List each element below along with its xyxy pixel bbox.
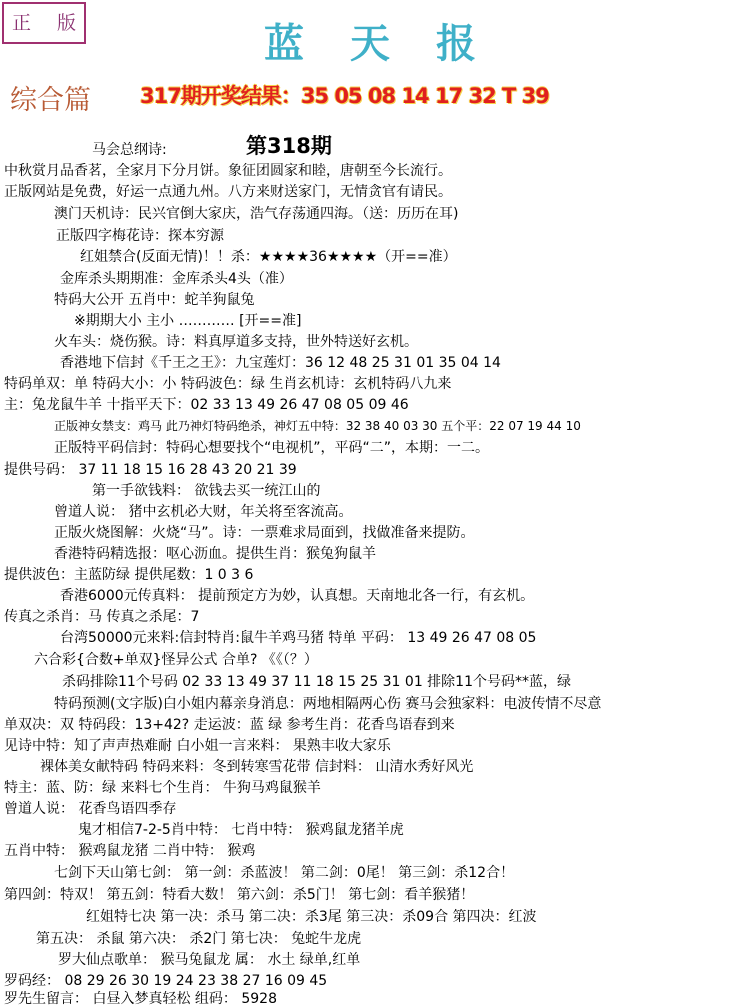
genuine-edition-badge: 正 版: [2, 2, 86, 44]
text-line: 提供号码： 37 11 18 15 16 28 43 20 21 39: [4, 462, 297, 478]
text-line: 中秋赏月品香茗，全家月下分月饼。象征团圆家和睦，唐朝至今长流行。: [4, 163, 452, 179]
text-line: 曾道人说： 猪中玄机必大财，年关将至客流高。: [54, 504, 353, 520]
text-line: 曾道人说： 花香鸟语四季存: [4, 801, 177, 817]
text-line: 杀码排除11个号码 02 33 13 49 37 11 18 15 25 31 01 排除11个号码**蓝，绿: [62, 674, 571, 690]
text-line: 罗大仙点歌单： 猴马兔鼠龙 属： 水土 绿单,红单: [58, 952, 361, 968]
text-line: 香港特码精选报：呕心沥血。提供生肖：猴兔狗鼠羊: [54, 546, 376, 562]
text-line: 香港地下信封《千王之王》：九宝莲灯：36 12 48 25 31 01 35 04 14: [60, 355, 501, 371]
text-line: 火车头：烧伤猴。诗：料真厚道多支持，世外特送好玄机。: [54, 334, 418, 350]
text-line: 六合彩{合数+单双}怪异公式 合单? 《《（？）: [34, 652, 318, 668]
text-line: 金库杀头期期准：金库杀头4头（准）: [60, 271, 293, 287]
text-line: 单双决：双 特码段：13+42? 走运波：蓝 绿 参考生肖：花香鸟语春到来: [4, 717, 455, 733]
text-line: 台湾50000元来料:信封特肖:鼠牛羊鸡马猪 特单 平码： 13 49 26 47 08 05: [60, 630, 537, 646]
text-line: 正版火烧图解：火烧“马”。诗：一票难求局面到，找做准备来提防。: [54, 525, 475, 541]
text-line: 正版特平码信封：特码心想要找个“电视机”，平码“二”，本期：一二。: [54, 440, 490, 456]
text-line: 第一手欲钱料： 欲钱去买一统江山的: [92, 483, 321, 499]
text-line: 正版神女禁支：鸡马 此乃神灯特码绝杀，神灯五中特：32 38 40 03 30 五个平：22 07 19 44 10: [54, 419, 581, 433]
text-line: 特码单双：单 特码大小：小 特码波色：绿 生肖玄机诗：玄机特码八九来: [4, 376, 452, 392]
text-line: 鬼才相信7-2-5肖中特： 七肖中特： 猴鸡鼠龙猪羊虎: [78, 822, 404, 838]
text-line: 罗先生留言： 白昼入梦真轻松 组码： 5928: [4, 991, 277, 1007]
text-line: 裸体美女献特码 特码来料：冬到转寒雪花带 信封料： 山清水秀好风光: [40, 759, 474, 775]
draw-results-banner: 317期开奖结果：35 05 08 14 17 32 T 39: [140, 84, 549, 108]
text-line: 七剑下天山第七剑： 第一剑：杀蓝波！ 第二剑：0尾！ 第三剑：杀12合！: [54, 865, 515, 881]
text-line: ※期期大小 主小 ………… [开==准]: [74, 313, 302, 329]
text-line: 见诗中特：知了声声热难耐 白小姐一言来料： 果熟丰收大家乐: [4, 738, 391, 754]
text-line: 特码预测(文字版)白小姐内幕亲身消息：两地相隔两心伤 赛马会独家料：电波传情不尽意: [54, 696, 602, 712]
text-line: 红姐特七决 第一决：杀马 第二决：杀3尾 第三决：杀09合 第四决：红波: [86, 909, 537, 925]
text-line: 特码大公开 五肖中：蛇羊狗鼠兔: [54, 292, 255, 308]
text-line: 正版网站是免费，好运一点通九州。八方来财送家门，无情贪官有请民。: [4, 184, 452, 200]
text-line: 香港6000元传真料： 提前预定方为妙，认真想。天南地北各一行，有玄机。: [60, 588, 535, 604]
text-line: 澳门天机诗：民兴官倒大家庆，浩气存荡通四海。（送：历历在耳): [54, 206, 459, 222]
text-line: 第五决： 杀鼠 第六决： 杀2门 第七决： 兔蛇牛龙虎: [36, 931, 362, 947]
text-line: 正版四字梅花诗：探本穷源: [56, 228, 224, 244]
text-line: 传真之杀肖：马 传真之杀尾：7: [4, 609, 200, 625]
text-line: 马会总纲诗:: [92, 142, 167, 158]
issue-number: 第318期: [246, 134, 332, 158]
section-title: 综合篇: [10, 85, 91, 116]
text-line: 特主：蓝、防：绿 来料七个生肖： 牛狗马鸡鼠猴羊: [4, 780, 321, 796]
text-line: 罗码经： 08 29 26 30 19 24 23 38 27 16 09 45: [4, 973, 328, 989]
text-line: 提供波色：主蓝防绿 提供尾数：1 0 3 6: [4, 567, 254, 583]
text-line: 五肖中特： 猴鸡鼠龙猪 二肖中特： 猴鸡: [4, 843, 256, 859]
text-line: 红姐禁合(反面无情)！！杀：★★★★36★★★★（开==准）: [80, 249, 457, 265]
text-line: 第四剑：特双！ 第五剑：特看大数！ 第六剑：杀5门！ 第七剑：看羊猴猪！: [4, 887, 475, 903]
text-line: 主：兔龙鼠牛羊 十指平天下：02 33 13 49 26 47 08 05 09 46: [4, 397, 409, 413]
newspaper-masthead: 蓝天报: [264, 20, 522, 67]
